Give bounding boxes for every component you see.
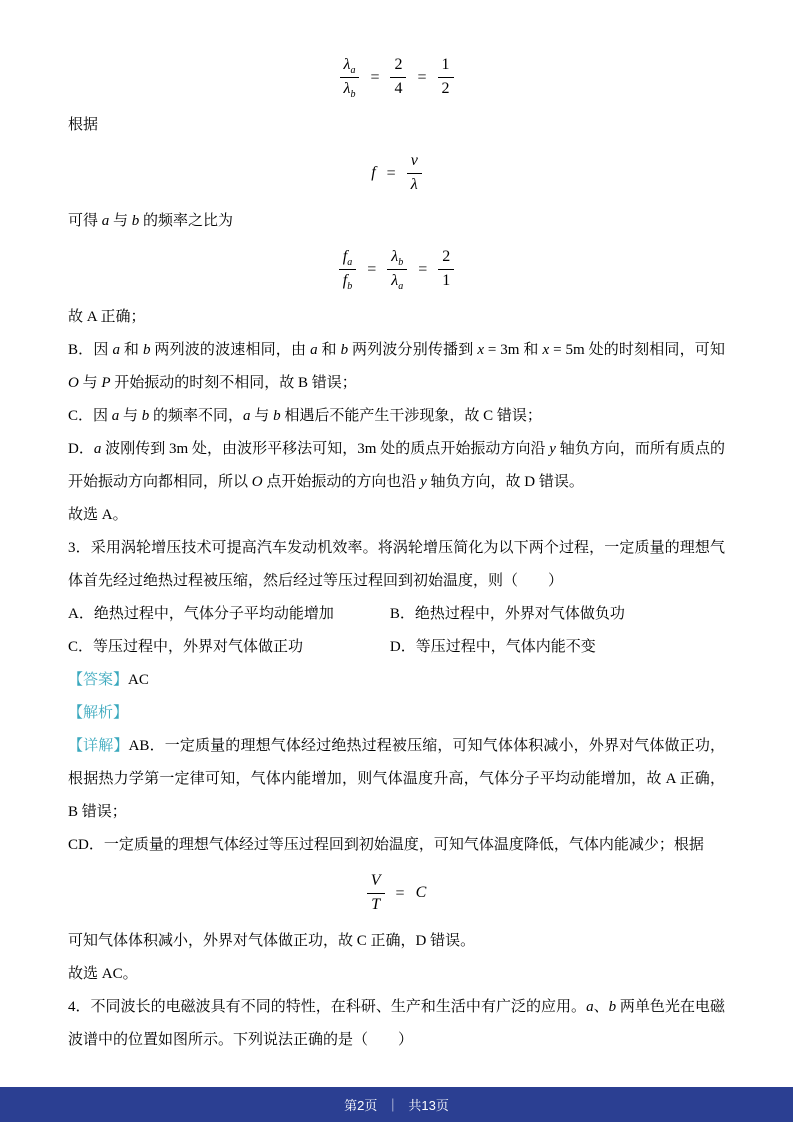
denominator: 2 (441, 80, 450, 98)
answer-value: AC (128, 672, 149, 689)
numerator: $\lambda_a$ (340, 55, 360, 78)
question3-detail-ab (68, 730, 725, 829)
denominator: λ (410, 176, 418, 194)
question3-option-b: B．绝热过程中，外界对气体做负功 (389, 606, 625, 623)
fraction-1-2 (438, 55, 454, 100)
fraction-v-t (367, 871, 385, 916)
footer-separator: ｜ (386, 1098, 400, 1113)
variable-f: f (371, 164, 376, 182)
solution2-text-kede: 可得 a 与 b 的频率之比为 (68, 212, 234, 229)
numerator: V (367, 871, 385, 894)
question3-detail-cd: CD．一定质量的理想气体经过等压过程回到初始温度，可知气体温度降低，气体内能减少；根据 (68, 837, 704, 854)
question3-analysis-line (68, 697, 725, 730)
denominator: $\lambda_a$ (391, 272, 404, 293)
denominator: $f_b$ (342, 272, 353, 293)
footer-total-pages: 共13页 (408, 1098, 449, 1113)
numerator: 1 (438, 55, 454, 78)
question3-final-answer: 故选 AC。 (68, 965, 138, 982)
equals-sign: = (386, 164, 396, 182)
equals-sign: = (418, 260, 428, 278)
numerator: $f_a$ (339, 247, 356, 270)
equals-sign: = (367, 260, 377, 278)
equals-sign: = (417, 68, 427, 86)
question3-stem: 3．采用涡轮增压技术可提高汽车发动机效率。将涡轮增压简化为以下两个过程，一定质量的理想气体首先经过绝热过程被压缩，然后经过等压过程回到初始温度，则（ ） (68, 540, 725, 590)
fraction-v-lambda (407, 151, 422, 196)
numerator: $\lambda_b$ (387, 247, 407, 270)
formula-wavelength-ratio (68, 55, 725, 100)
denominator: 1 (442, 272, 451, 290)
answer-tag: 【答案】 (68, 672, 129, 689)
detail-tag: 【详解】 (68, 738, 129, 755)
fraction-f-ratio (339, 247, 356, 292)
detail-ab-text: AB．一定质量的理想气体经过绝热过程被压缩，可知气体体积减小，外界对气体做正功，根据热力学第一定律可知，气体内能增加，则气体温度升高，气体分子平均动能增加，故 A 正确，B 错误； (68, 738, 725, 821)
denominator: T (371, 896, 381, 914)
question3-option-a: A．绝热过程中，气体分子平均动能增加 (68, 606, 334, 623)
equals-sign: = (370, 68, 380, 86)
fraction-2-4 (390, 55, 406, 100)
solution2-item-b: B．因 a 和 b 两列波的波速相同，由 a 和 b 两列波分别传播到 x = 3m 和 x = 5m 处的时刻相同，可知 O 与 P 开始振动的时刻不相同，故 B 错误； (68, 342, 725, 392)
question3-option-d: D．等压过程中，气体内能不变 (389, 639, 596, 656)
numerator: v (407, 151, 422, 174)
numerator: 2 (390, 55, 406, 78)
page-footer (0, 1087, 793, 1122)
analysis-tag: 【解析】 (68, 705, 129, 722)
fraction-2-1 (438, 247, 454, 292)
numerator: 2 (438, 247, 454, 270)
solution2-conclusion-a: 故 A 正确； (68, 309, 146, 326)
formula-frequency-definition (68, 151, 725, 196)
solution2-final-answer: 故选 A。 (68, 507, 128, 524)
solution2-item-c: C．因 a 与 b 的频率不同，a 与 b 相遇后不能产生干涉现象，故 C 错误； (68, 408, 542, 425)
question3-after-formula: 可知气体体积减小，外界对气体做正功，故 C 正确，D 错误。 (68, 932, 476, 949)
question4-stem: 4．不同波长的电磁波具有不同的特性，在科研、生产和生活中有广泛的应用。a、b 两单色光在电磁波谱中的位置如图所示。下列说法正确的是（ ） (68, 998, 725, 1048)
denominator: 4 (394, 80, 403, 98)
fraction-lambda-inverse (387, 247, 407, 292)
formula-frequency-ratio (68, 247, 725, 292)
question3-answer-line (68, 664, 725, 697)
footer-page-number: 第2页 (344, 1098, 378, 1113)
denominator: $\lambda_b$ (343, 80, 356, 101)
question3-options-row-2 (68, 631, 725, 664)
solution2-item-d: D．a 波刚传到 3m 处，由波形平移法可知，3m 处的质点开始振动方向沿 y 轴负方向，而所有质点的开始振动方向都相同，所以 O 点开始振动的方向也沿 y 轴负方向，故 D 错误。 (68, 441, 725, 491)
formula-gay-lussac-law (68, 871, 725, 916)
solution2-text-genju: 根据 (68, 117, 99, 134)
question3-option-c: C．等压过程中，外界对气体做正功 (68, 639, 304, 656)
equals-sign: = (395, 884, 405, 902)
fraction-lambda-ratio (340, 55, 360, 100)
constant-c: C (415, 884, 427, 902)
question3-options-row-1 (68, 598, 725, 631)
